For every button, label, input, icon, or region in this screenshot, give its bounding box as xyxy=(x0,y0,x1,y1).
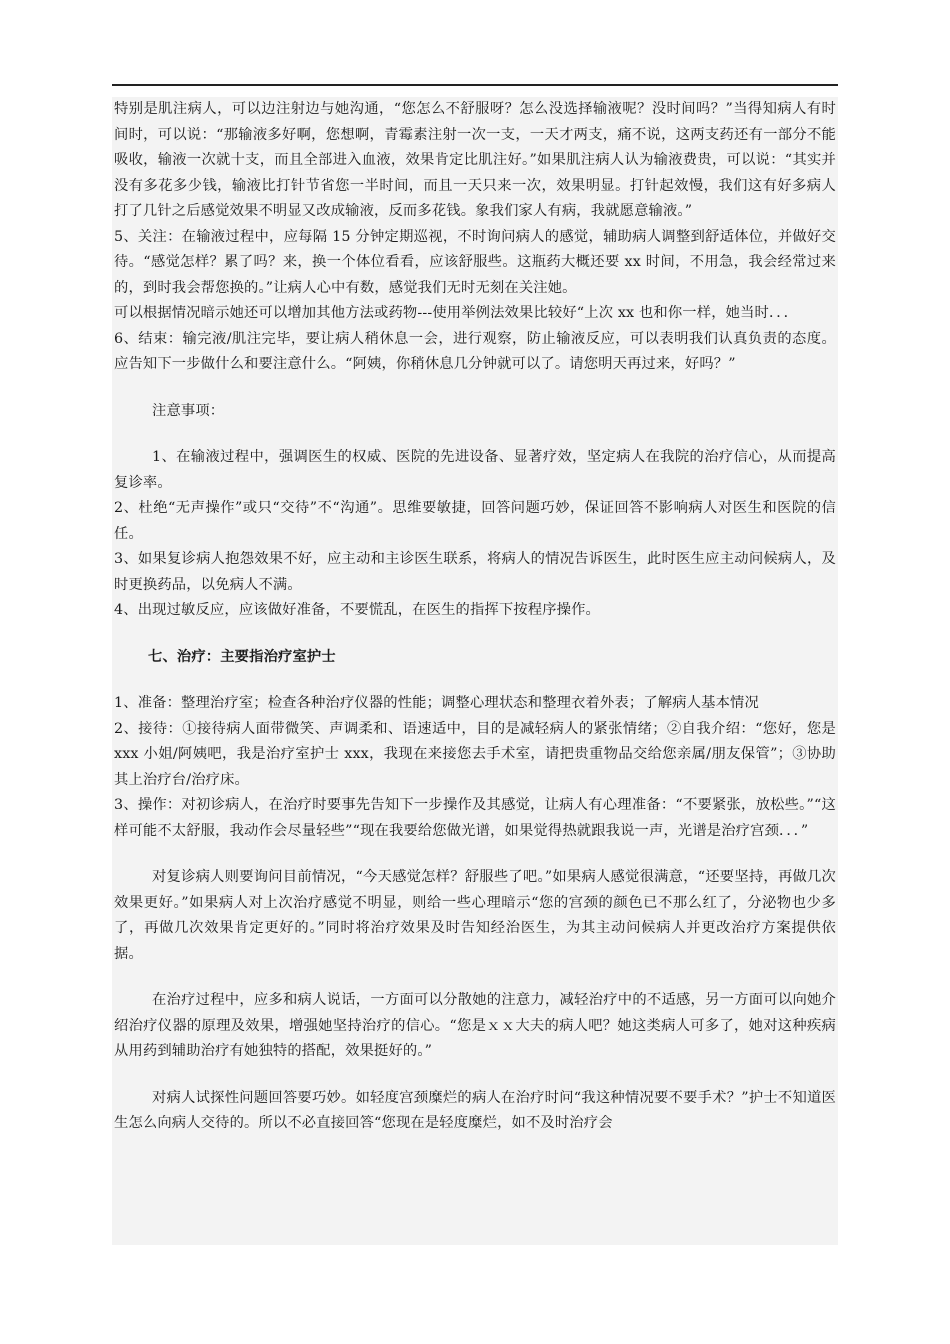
spacer xyxy=(112,670,838,691)
note-item-1: 1、在输液过程中，强调医生的权威、医院的先进设备、显著疗效，坚定病人在我院的治疗信心，从而提高复诊率。 xyxy=(114,449,836,491)
paragraph-during-treatment: 在治疗过程中，应多和病人说话，一方面可以分散她的注意力，减轻治疗中的不适感，另一方面可以向她介绍治疗仪器的原理及效果，增强她坚持治疗的信心。“您是ｘｘ大夫的病人吧？她这类病人可多了，她对这种疾病从用药到辅助治疗有她独特的搭配，效果挺好的。” xyxy=(114,992,836,1059)
spacer xyxy=(112,967,838,988)
note-item-2: 2、杜绝“无声操作”或只“交待”不“沟通”。思维要敏捷，回答问题巧妙，保证回答不影响病人对医生和医院的信任。 xyxy=(114,500,836,542)
note-item-3: 3、如果复诊病人抱怨效果不好，应主动和主诊医生联系，将病人的情况告诉医生，此时医生应主动问候病人，及时更换药品，以免病人不满。 xyxy=(114,551,836,593)
note-item-4: 4、出现过敏反应，应该做好准备，不要慌乱，在医生的指挥下按程序操作。 xyxy=(114,602,600,618)
spacer xyxy=(112,844,838,865)
paragraph-tricky-questions: 对病人试探性问题回答要巧妙。如轻度宫颈糜烂的病人在治疗时问“我这种情况要不要手术？”护士不知道医生怎么向病人交待的。所以不必直接回答“您现在是轻度糜烂，如不及时治疗会 xyxy=(114,1089,836,1131)
header-rule xyxy=(112,84,838,86)
treatment-step-2-reception: 2、接待：①接待病人面带微笑、声调柔和、语速适中，目的是减轻病人的紧张情绪；②自我介绍：“您好，您是 xxx 小姐/阿姨吧，我是治疗室护士 xxx，我现在来接您去手术室，请把贵重物品交给您亲属/朋友保管”；③协助其上治疗台/治疗床。 xyxy=(114,720,836,788)
paragraph-intramuscular-communication: 特别是肌注病人，可以边注射边与她沟通，“您怎么不舒服呀？怎么没选择输液呢？没时间吗？”当得知病人有时间时，可以说：“那输液多好啊，您想啊，青霉素注射一次一支，一天才两支，痛不说，这两支药还有一部分不能吸收，输液一次就十支，而且全部进入血液，效果肯定比肌注好。”如果肌注病人认为输液费贵，可以说：“其实并没有多花多少钱，输液比打针节省您一半时间，而且一天只来一次，效果明显。打针起效慢，我们这有好多病人打了几针之后感觉效果不明显又改成输液，反而多花钱。象我们家人有病，我就愿意输液。” xyxy=(114,101,836,219)
spacer xyxy=(112,624,838,645)
treatment-step-1-preparation: 1、准备：整理治疗室；检查各种治疗仪器的性能；调整心理状态和整理衣着外表；了解病人基本情况 xyxy=(114,695,759,711)
spacer xyxy=(112,1065,838,1086)
notes-heading: 注意事项： xyxy=(152,402,225,419)
treatment-step-3-operation: 3、操作：对初诊病人，在治疗时要事先告知下一步操作及其感觉，让病人有心理准备：“不要紧张，放松些。”“这样可能不太舒服，我动作会尽量轻些”“现在我要给您做光谱，如果觉得热就跟我说一声，光谱是治疗宫颈．．．” xyxy=(114,797,836,839)
document-body xyxy=(112,97,838,1245)
paragraph-followup-patients: 对复诊病人则要询问目前情况，“今天感觉怎样？舒服些了吧。”如果病人感觉很满意，“还要坚持，再做几次效果更好。”如果病人对上次治疗感觉不明显，则给一些心理暗示“您的宫颈的颜色已不那么红了，分泌物也少多了，再做几次效果肯定更好的。”同时将治疗效果及时告知经治医生，为其主动问候病人并更改治疗方案提供依据。 xyxy=(114,869,836,962)
spacer xyxy=(112,424,838,445)
section-heading-treatment: 七、治疗：主要指治疗室护士 xyxy=(148,648,336,665)
paragraph-step-6-finish: 6、结束：输完液/肌注完毕，要让病人稍休息一会，进行观察，防止输液反应，可以表明我们认真负责的态度。应告知下一步做什么和要注意什么。“阿姨，你稍休息几分钟就可以了。请您明天再过来，好吗？” xyxy=(114,330,836,372)
paragraph-suggest-other-methods: 可以根据情况暗示她还可以增加其他方法或药物---使用举例法效果比较好“上次 xx 也和你一样，她当时．．． xyxy=(114,305,799,321)
paragraph-step-5-attention: 5、关注：在输液过程中，应每隔 15 分钟定期巡视，不时询问病人的感觉，辅助病人调整到舒适体位，并做好交待。“感觉怎样？累了吗？来，换一个体位看看，应该舒服些。这瓶药大概还要 xx 时间，不用急，我会经常过来的，到时我会帮您换的。”让病人心中有数，感觉我们无时无刻在关注她。 xyxy=(114,228,836,296)
spacer xyxy=(112,378,838,399)
